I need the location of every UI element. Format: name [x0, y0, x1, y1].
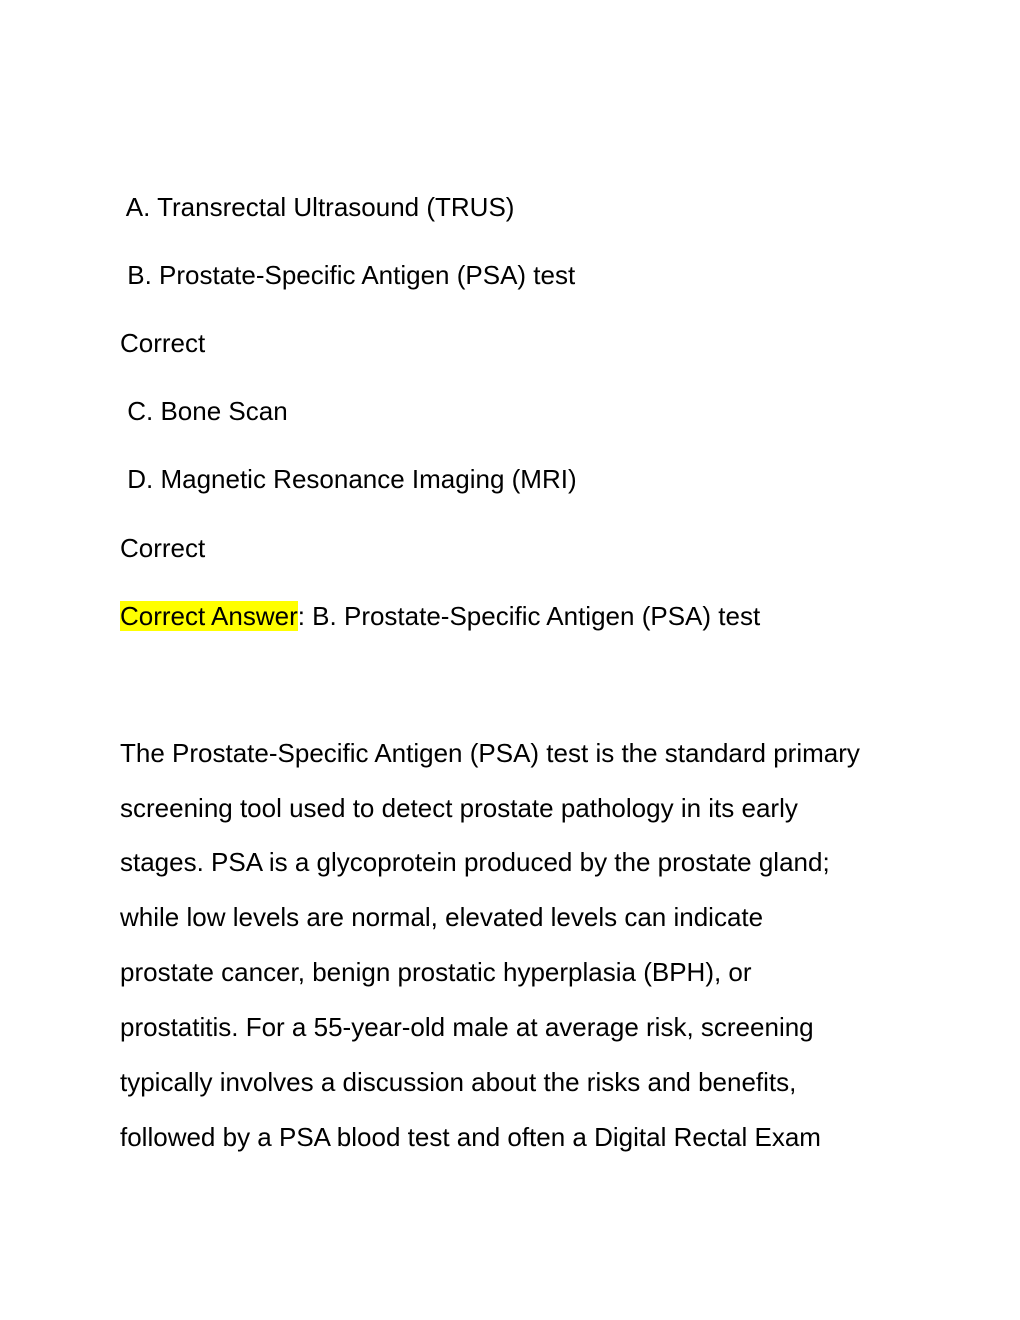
correct-answer-value: : B. Prostate-Specific Antigen (PSA) test	[297, 601, 761, 631]
option-d: D. Magnetic Resonance Imaging (MRI)	[120, 464, 577, 494]
option-d-feedback: Correct	[120, 533, 206, 563]
correct-answer-line	[120, 599, 760, 633]
explanation-line: while low levels are normal, elevated levels can indicate	[120, 902, 764, 932]
explanation-line: screening tool used to detect prostate pathology in its early	[120, 793, 798, 823]
option-a: A. Transrectal Ultrasound (TRUS)	[120, 192, 515, 222]
option-b-feedback: Correct	[120, 328, 206, 358]
explanation-line: The Prostate-Specific Antigen (PSA) test is the standard primary	[120, 738, 860, 768]
option-b: B. Prostate-Specific Antigen (PSA) test	[120, 260, 576, 290]
option-c: C. Bone Scan	[120, 396, 288, 426]
explanation-line: prostate cancer, benign prostatic hyperplasia (BPH), or	[120, 957, 752, 987]
explanation-line: prostatitis. For a 55-year-old male at average risk, screening	[120, 1012, 814, 1042]
explanation-line: typically involves a discussion about the risks and benefits,	[120, 1067, 797, 1097]
explanation-line: followed by a PSA blood test and often a Digital Rectal Exam	[120, 1122, 821, 1152]
correct-answer-label: Correct Answer	[120, 601, 298, 631]
explanation-line: stages. PSA is a glycoprotein produced by the prostate gland;	[120, 847, 830, 877]
